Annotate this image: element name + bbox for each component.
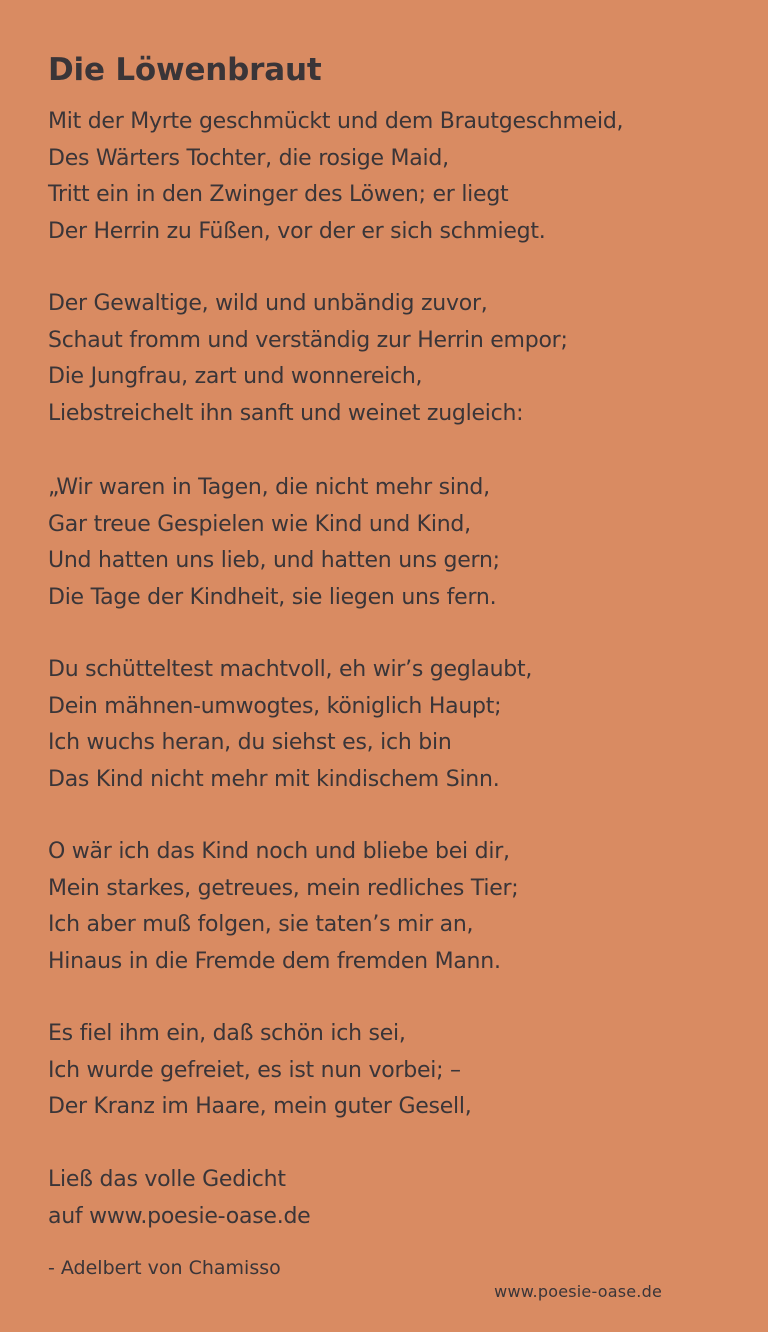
poem-line: Des Wärters Tochter, die rosige Maid, (48, 145, 449, 171)
poem-title: Die Löwenbraut (48, 52, 322, 88)
stanza-3 (48, 470, 748, 616)
poem-line: Ich wuchs heran, du siehst es, ich bin (48, 730, 452, 755)
poem-line: Ich wurde gefreiet, es ist nun vorbei; – (48, 1057, 461, 1083)
website-watermark: www.poesie-oase.de (494, 1282, 662, 1301)
poem-line: Der Kranz im Haare, mein guter Gesell, (48, 1094, 472, 1119)
poem-line: Die Tage der Kindheit, sie liegen uns fern. (48, 584, 497, 610)
poem-line: Tritt ein in den Zwinger des Löwen; er liegt (48, 182, 509, 207)
poem-line: Die Jungfrau, zart und wonnereich, (48, 364, 423, 389)
poem-line: Der Herrin zu Füßen, vor der er sich schmiegt. (48, 218, 546, 244)
poem-line: Gar treue Gespielen wie Kind und Kind, (48, 511, 471, 537)
poem-line: O wär ich das Kind noch und bliebe bei dir, (48, 839, 510, 864)
poem-line: Liebstreichelt ihn sanft und weinet zugleich: (48, 400, 524, 426)
poem-author: - Adelbert von Chamisso (48, 1257, 281, 1279)
poem-line: Das Kind nicht mehr mit kindischem Sinn. (48, 766, 500, 792)
poem-line: Hinaus in die Fremde dem fremden Mann. (48, 948, 501, 974)
poem-line: „Wir waren in Tagen, die nicht mehr sind, (48, 475, 490, 500)
poem-line: Mein starkes, getreues, mein redliches Tier; (48, 875, 519, 901)
poem-line: Ließ das volle Gedicht (48, 1167, 286, 1192)
poem-line: Und hatten uns lieb, und hatten uns gern; (48, 548, 500, 573)
stanza-6 (48, 1016, 748, 1126)
poem-line: auf www.poesie-oase.de (48, 1203, 311, 1229)
read-more-note (48, 1162, 748, 1235)
poem-line: Der Gewaltige, wild und unbändig zuvor, (48, 291, 488, 316)
stanza-5 (48, 834, 748, 980)
stanza-2 (48, 286, 748, 432)
poem-line: Du schütteltest machtvoll, eh wir’s geglaubt, (48, 657, 533, 682)
poem-line: Dein mähnen-umwogtes, königlich Haupt; (48, 693, 502, 719)
poem-line: Schaut fromm und verständig zur Herrin empor; (48, 327, 568, 353)
poem-line: Ich aber muß folgen, sie taten’s mir an, (48, 912, 474, 937)
poem-line: Mit der Myrte geschmückt und dem Brautgeschmeid, (48, 109, 624, 134)
stanza-4 (48, 652, 748, 798)
stanza-1 (48, 104, 748, 250)
poem-line: Es fiel ihm ein, daß schön ich sei, (48, 1021, 406, 1046)
